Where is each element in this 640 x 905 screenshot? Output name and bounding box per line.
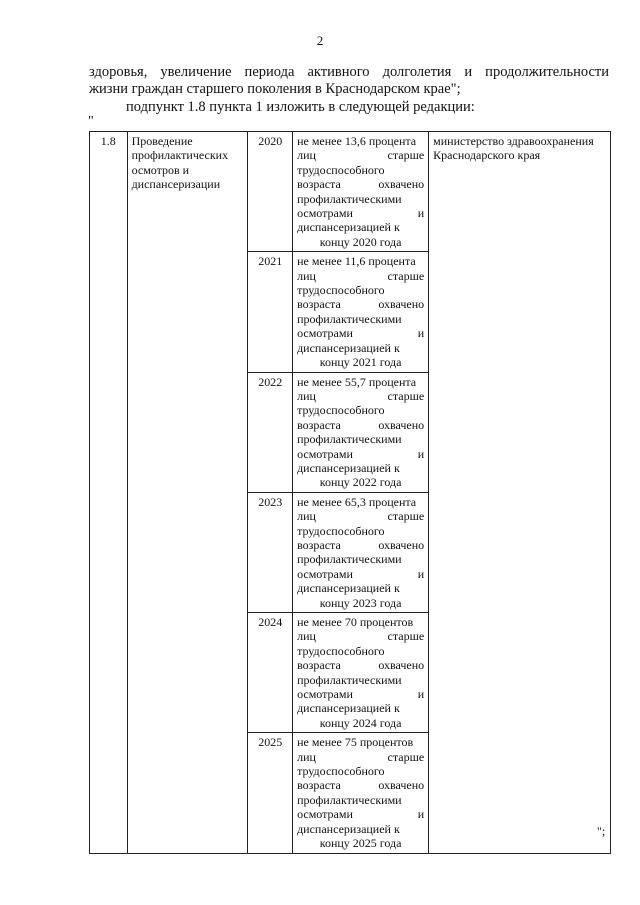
year-cell: 2025 [248,733,293,853]
measure-name: Проведение профилактических осмотров и диспансеризации [127,132,248,854]
item-number: 1.8 [90,132,128,854]
indicator-target: не менее 70 процентов [297,615,414,629]
measures-table [89,131,611,854]
intro-line-2: жизни граждан старшего поколения в Краснодарском крае"; [89,81,461,97]
indicator-cell [293,372,429,492]
responsible-executor: министерство здравоохранения Краснодарского края [429,132,611,854]
indicator-cell [293,492,429,612]
table-row [90,132,611,252]
indicator-cell [293,252,429,372]
indicator-deadline: концу 2023 года [319,595,402,610]
closing-quote: "; [597,824,606,838]
indicator-text: лиц старше трудоспособного возраста охвачено профилактическими осмотрами и диспансеризацией к [297,749,425,836]
indicator-deadline: концу 2021 года [319,355,402,370]
indicator-text: лиц старше трудоспособного возраста охвачено профилактическими осмотрами и диспансеризацией к [297,509,425,596]
indicator-text: лиц старше трудоспособного возраста охвачено профилактическими осмотрами и диспансеризацией к [297,388,425,475]
indicator-target: не менее 65,3 процента [297,494,417,509]
indicator-cell [293,132,429,252]
intro-paragraph [89,64,609,98]
indicator-text: лиц старше трудоспособного возраста охвачено профилактическими осмотрами и диспансеризацией к [297,148,425,235]
indicator-target: не менее 55,7 процента [297,374,417,389]
indicator-text: лиц старше трудоспособного возраста охвачено профилактическими осмотрами и диспансеризацией к [297,629,425,716]
year-cell: 2020 [248,132,293,252]
indicator-deadline: концу 2020 года [319,234,402,249]
indicator-deadline: концу 2022 года [319,475,402,490]
indicator-text: лиц старше трудоспособного возраста охвачено профилактическими осмотрами и диспансеризацией к [297,268,425,355]
intro-line-1: здоровья, увеличение периода активного долголетия и продолжительности [89,64,609,80]
indicator-target: не менее 11,6 процента [297,254,416,269]
indicator-cell [293,613,429,733]
indicator-deadline: концу 2024 года [319,715,402,730]
indicator-target: не менее 75 процентов [297,735,414,750]
indicator-cell [293,733,429,853]
indicator-deadline: концу 2025 года [319,836,402,851]
indicator-target: не менее 13,6 процента [297,134,417,148]
year-cell: 2023 [248,492,293,612]
page-number: 2 [316,33,324,48]
amendment-instruction: подпункт 1.8 пункта 1 изложить в следующей редакции: [126,99,475,115]
year-cell: 2022 [248,372,293,492]
year-cell: 2024 [248,613,293,733]
year-cell: 2021 [248,252,293,372]
opening-quote: " [88,114,94,129]
